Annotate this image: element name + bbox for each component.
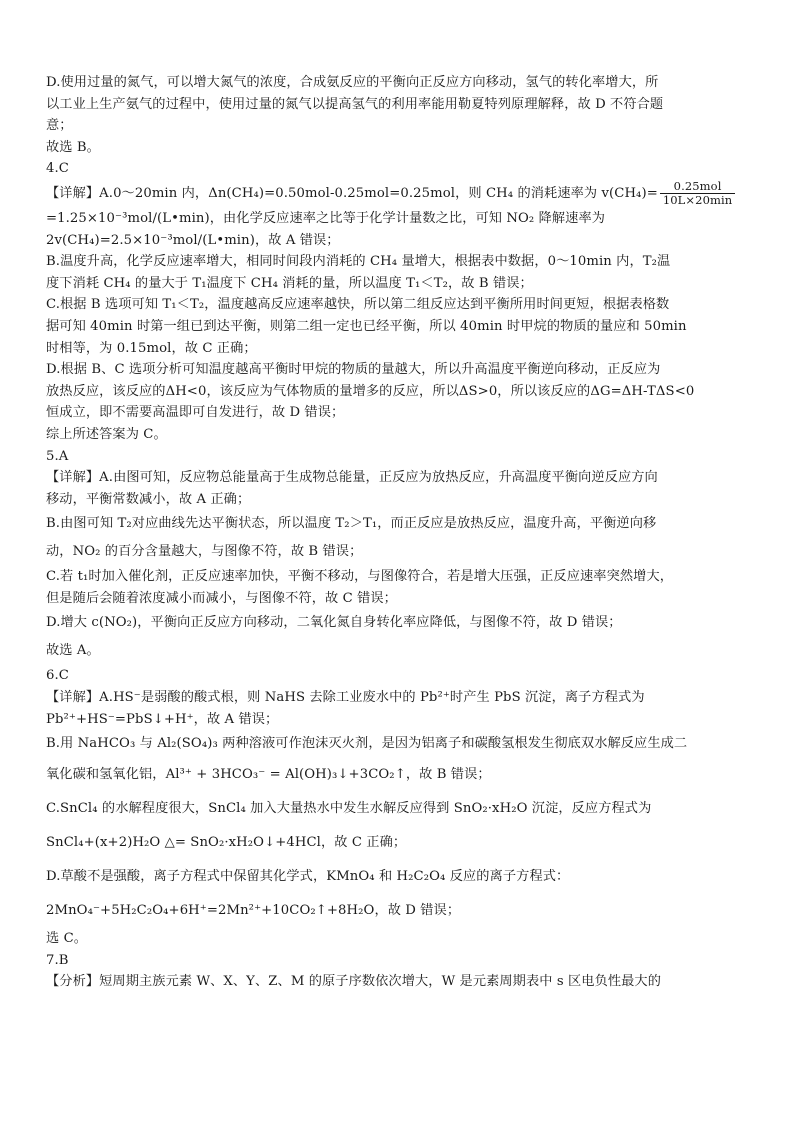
answer-number: 4.C <box>46 161 69 177</box>
text-line: 故选 B。 <box>46 139 100 155</box>
text-line: 恒成立，即不需要高温即可自发进行，故 D 错误； <box>46 405 345 421</box>
text-line: 【详解】A.HS⁻是弱酸的酸式根，则 NaHS 去除工业废水中的 Pb²⁺时产生 PbS 沉淀，离子方程式为 <box>46 690 645 706</box>
text-line: B.用 NaHCO₃ 与 Al₂(SO₄)₃ 两种溶液可作泡沫灭火剂，是因为铝离子和碳酸氢根发生彻底双水解反应生成二 <box>46 736 688 752</box>
text-line: B.温度升高，化学反应速率增大，相同时间段内消耗的 CH₄ 量增大，根据表中数据，0～10min 内，T₂温 <box>46 254 671 270</box>
text-line: D.草酸不是强酸，离子方程式中保留其化学式，KMnO₄ 和 H₂C₂O₄ 反应的离子方程式： <box>46 869 570 885</box>
text-line: 意； <box>46 118 73 134</box>
text-line: 选 C。 <box>46 931 88 947</box>
text-line: 以工业上生产氨气的过程中，使用过量的氮气以提高氢气的利用率能用勒夏特列原理解释，故 D 不符合题 <box>46 96 664 112</box>
text-line: 度下消耗 CH₄ 的量大于 T₁温度下 CH₄ 消耗的量，所以温度 T₁＜T₂，故 B 错误； <box>46 275 533 291</box>
text-line: D.根据 B、C 选项分析可知温度越高平衡时甲烷的物质的量越大，所以升高温度平衡逆向移动，正反应为 <box>46 362 661 378</box>
text-line: 2v(CH₄)=2.5×10⁻³mol/(L•min)，故 A 错误； <box>46 232 340 248</box>
text-line: C.若 t₁时加入催化剂，正反应速率加快，平衡不移动，与图像符合，若是增大压强，正反应速率突然增大， <box>46 569 674 585</box>
text-line: 据可知 40min 时第一组已到达平衡，则第二组一定也已经平衡，所以 40min 时甲烷的物质的量应和 50min <box>46 318 687 334</box>
answer-number: 7.B <box>46 952 69 968</box>
text-segment: 【详解】A.0～20min 内，Δn(CH₄)=0.50mol-0.25mol=0.25mol，则 CH₄ 的消耗速率为 v(CH₄)= <box>46 185 658 201</box>
text-line: D.使用过量的氮气，可以增大氮气的浓度，合成氨反应的平衡向正反应方向移动，氢气的转化率增大，所 <box>46 75 659 90</box>
fraction <box>660 180 735 207</box>
text-line: 【详解】A.由图可知，反应物总能量高于生成物总能量，正反应为放热反应，升高温度平衡向逆反应方向 <box>46 470 658 486</box>
text-line: 故选 A。 <box>46 643 100 659</box>
text-line: 移动，平衡常数减小，故 A 正确； <box>46 491 251 507</box>
text-line: 动，NO₂ 的百分含量越大，与图像不符，故 B 错误； <box>46 544 363 560</box>
equation-line: 2MnO₄⁻+5H₂C₂O₄+6H⁺=2Mn²⁺+10CO₂↑+8H₂O，故 D 错误； <box>46 903 461 919</box>
text-line: 综上所述答案为 C。 <box>46 426 167 442</box>
document-body <box>46 72 752 993</box>
text-line-with-fraction <box>46 180 752 208</box>
text-line: D.增大 c(NO₂)，平衡向正反应方向移动，二氧化氮自身转化率应降低，与图像不符，故 D 错误； <box>46 615 622 631</box>
answer-number: 6.C <box>46 668 69 684</box>
text-line: 放热反应，该反应的ΔH<0，该反应为气体物质的量增多的反应，所以ΔS>0，所以该反应的ΔG=ΔH-TΔS<0 <box>46 383 695 399</box>
answer-number: 5.A <box>46 448 69 464</box>
text-line: =1.25×10⁻³mol/(L•min)，由化学反应速率之比等于化学计量数之比，可知 NO₂ 降解速率为 <box>46 210 606 226</box>
equation-line: 氧化碳和氢氧化铝，Al³⁺ + 3HCO₃⁻ = Al(OH)₃↓+3CO₂↑，故 B 错误； <box>46 767 491 783</box>
text-line: B.由图可知 T₂对应曲线先达平衡状态，所以温度 T₂＞T₁，而正反应是放热反应，温度升高，平衡逆向移 <box>46 516 657 532</box>
equation-line: SnCl₄+(x+2)H₂O △= SnO₂·xH₂O↓+4HCl，故 C 正确； <box>46 835 407 851</box>
fraction-denominator: 10L×20min <box>662 192 733 207</box>
fraction-numerator: 0.25mol <box>660 180 735 194</box>
text-line: C.SnCl₄ 的水解程度很大，SnCl₄ 加入大量热水中发生水解反应得到 SnO₂·xH₂O 沉淀，反应方程式为 <box>46 801 652 817</box>
text-line: C.根据 B 选项可知 T₁＜T₂，温度越高反应速率越快，所以第二组反应达到平衡所用时间更短，根据表格数 <box>46 297 670 313</box>
text-line: 但是随后会随着浓度减小而减小，与图像不符，故 C 错误； <box>46 590 397 606</box>
text-line: 【分析】短周期主族元素 W、X、Y、Z、M 的原子序数依次增大，W 是元素周期表中 s 区电负性最大的 <box>46 974 662 990</box>
text-line: 时相等，为 0.15mol，故 C 正确； <box>46 340 257 356</box>
text-line: Pb²⁺+HS⁻=PbS↓+H⁺，故 A 错误； <box>46 711 279 727</box>
